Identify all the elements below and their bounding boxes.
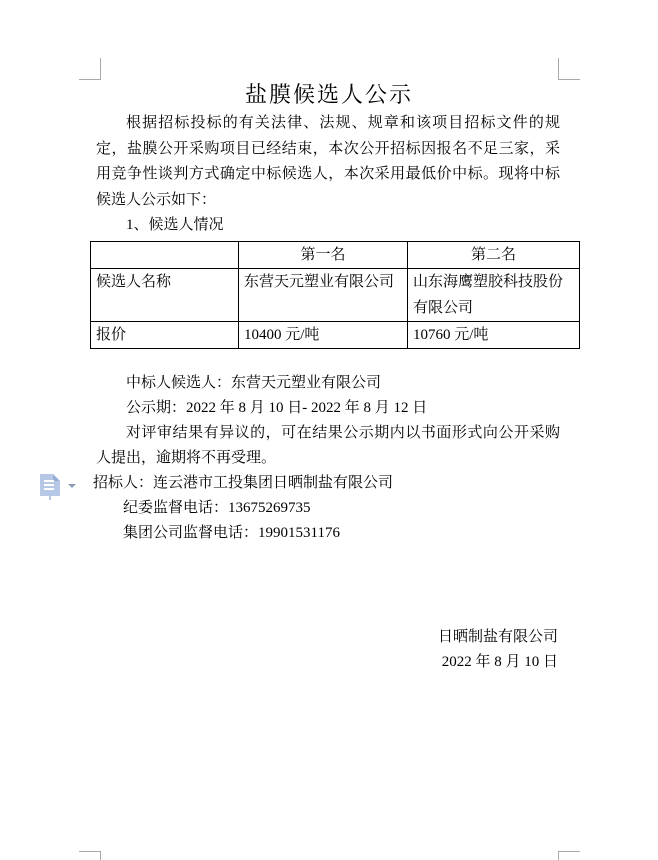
document-title: 盐膜候选人公示 <box>244 82 413 107</box>
winner-line: 中标人候选人：东营天元塑业有限公司 <box>126 375 382 391</box>
paste-options-button[interactable] <box>38 471 80 501</box>
tenderer-block <box>93 471 563 546</box>
table-cell-row-label: 报价 <box>91 322 239 349</box>
paste-options-icon <box>40 474 60 496</box>
margin-crop-mark-top-left <box>79 58 101 80</box>
signature-company: 日晒制盐有限公司 <box>437 629 558 645</box>
intro-paragraph: 根据招标投标的有关法律、法规、规章和该项目招标文件的规定，盐膜公开采购项目已经结束，本次公开招标因报名不足三家，采用竞争性谈判方式确定中标候选人，本次采用最低价中标。现将中标候选人公示如下： <box>96 115 560 208</box>
candidates-table <box>90 241 580 349</box>
table-row-price <box>91 322 580 349</box>
table-header-row <box>91 242 580 269</box>
candidates-section-heading: 1、候选人情况 <box>126 217 224 233</box>
document-lines-glyph <box>44 480 54 482</box>
margin-crop-mark-bottom-right <box>558 851 580 860</box>
discipline-phone-line: 纪委监督电话：13675269735 <box>123 500 311 516</box>
table-cell-second-candidate: 山东海鹰塑胶科技股份有限公司 <box>408 269 580 322</box>
objection-paragraph: 对评审结果有异议的，可在结果公示期内以书面形式向公开采购人提出，逾期将不再受理。 <box>96 425 560 466</box>
table-header-cell-empty <box>91 242 239 269</box>
margin-crop-mark-top-right <box>558 58 580 80</box>
chevron-down-icon <box>68 484 76 488</box>
table-row-candidate-name <box>91 269 580 322</box>
signature-date: 2022 年 8 月 10 日 <box>441 654 558 670</box>
result-block <box>96 371 560 471</box>
group-phone-line: 集团公司监督电话：19901531176 <box>123 525 340 541</box>
margin-crop-mark-bottom-left <box>79 851 101 860</box>
signature-block <box>438 625 558 675</box>
table-cell-second-price: 10760 元/吨 <box>408 322 580 349</box>
table-cell-first-candidate: 东营天元塑业有限公司 <box>239 269 408 322</box>
paste-icon-stem <box>49 496 51 500</box>
table-cell-row-label: 候选人名称 <box>91 269 239 322</box>
table-header-cell-second: 第二名 <box>408 242 580 269</box>
table-cell-first-price: 10400 元/吨 <box>239 322 408 349</box>
publicity-period-line: 公示期：2022 年 8 月 10 日- 2022 年 8 月 12 日 <box>126 400 428 416</box>
table-header-cell-first: 第一名 <box>239 242 408 269</box>
tenderer-line: 招标人：连云港市工投集团日晒制盐有限公司 <box>93 475 394 491</box>
